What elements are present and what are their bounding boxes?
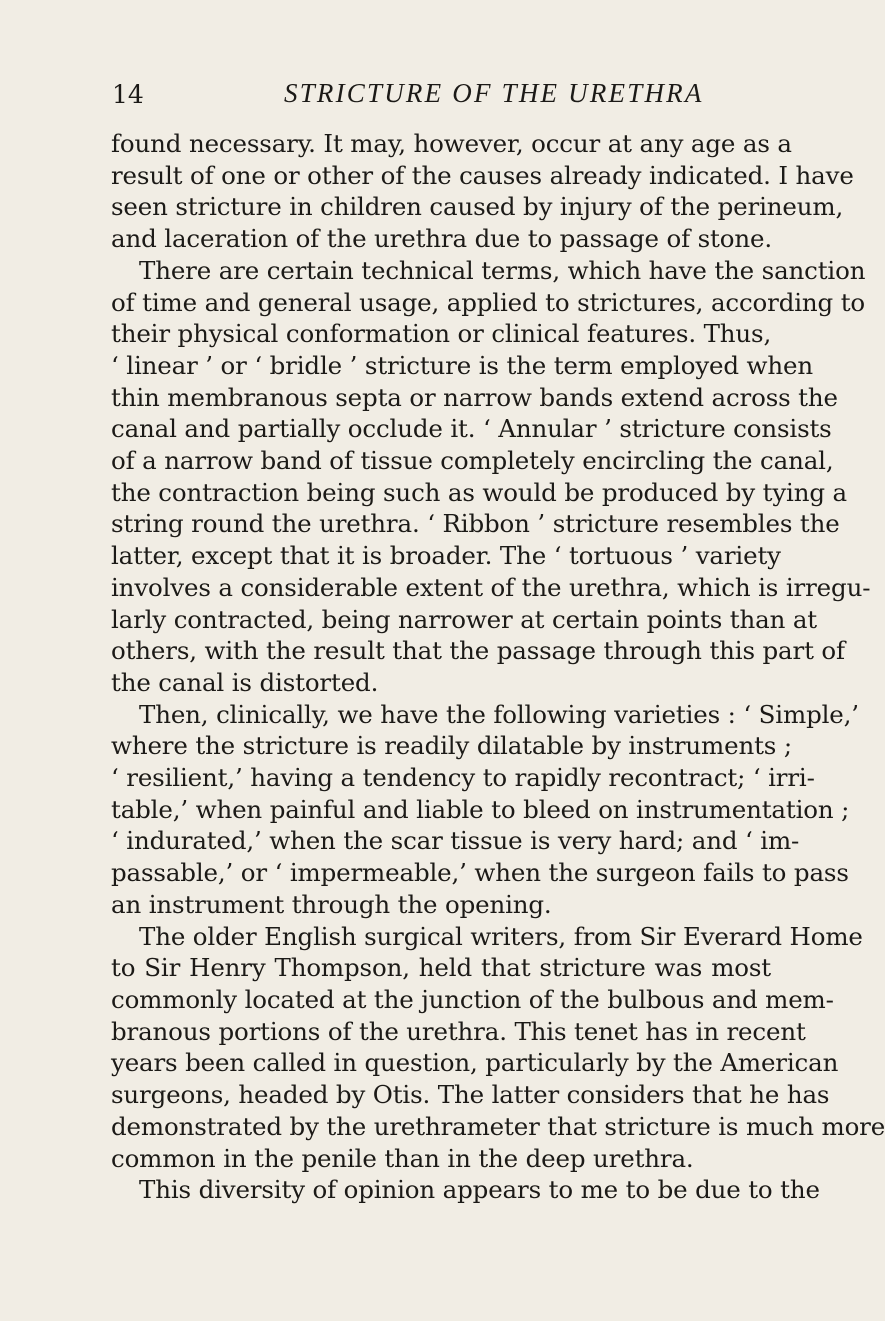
text-line: common in the penile than in the deep urethra. xyxy=(111,1143,694,1173)
paragraph xyxy=(111,1174,820,1206)
text-line: to Sir Henry Thompson, held that stricture was most xyxy=(111,953,771,983)
paragraph xyxy=(111,921,885,1175)
text-line: and laceration of the urethra due to passage of stone. xyxy=(111,224,772,254)
text-line: latter, except that it is broader. The ‘ tortuous ’ variety xyxy=(111,541,781,571)
running-title: STRICTURE OF THE URETHRA xyxy=(284,78,704,108)
text-line: surgeons, headed by Otis. The latter considers that he has xyxy=(111,1080,830,1110)
page-header xyxy=(0,76,800,116)
text-line: involves a considerable extent of the urethra, which is irregu- xyxy=(111,572,871,602)
text-line: others, with the result that the passage through this part of xyxy=(111,636,845,666)
text-line: where the stricture is readily dilatable by instruments ; xyxy=(111,731,792,761)
text-line: demonstrated by the urethrameter that stricture is much more xyxy=(111,1111,885,1141)
text-line: canal and partially occlude it. ‘ Annular ’ stricture consists xyxy=(111,414,832,444)
text-line: This diversity of opinion appears to me to be due to the xyxy=(139,1175,820,1205)
text-line: ‘ linear ’ or ‘ bridle ’ stricture is the term employed when xyxy=(111,350,813,380)
text-line: of time and general usage, applied to strictures, according to xyxy=(111,287,866,317)
text-line: The older English surgical writers, from Sir Everard Home xyxy=(139,921,863,951)
text-line: seen stricture in children caused by injury of the perineum, xyxy=(111,192,844,222)
text-line: passable,’ or ‘ impermeable,’ when the surgeon fails to pass xyxy=(111,858,849,888)
text-line: years been called in question, particularly by the American xyxy=(111,1048,839,1078)
text-line: branous portions of the urethra. This tenet has in recent xyxy=(111,1016,806,1046)
text-line: the canal is distorted. xyxy=(111,667,379,697)
text-line: found necessary. It may, however, occur at any age as a xyxy=(111,129,792,158)
body-text xyxy=(111,128,885,1206)
text-line: their physical conformation or clinical features. Thus, xyxy=(111,319,772,349)
paragraph xyxy=(111,128,854,255)
text-line: the contraction being such as would be produced by tying a xyxy=(111,477,847,507)
text-line: an instrument through the opening. xyxy=(111,889,552,919)
text-line: string round the urethra. ‘ Ribbon ’ stricture resembles the xyxy=(111,509,840,539)
text-line: thin membranous septa or narrow bands extend across the xyxy=(111,382,838,412)
text-line: There are certain technical terms, which have the sanction xyxy=(139,255,866,285)
text-line: ‘ indurated,’ when the scar tissue is very hard; and ‘ im- xyxy=(111,826,800,856)
text-line: Then, clinically, we have the following varieties : ‘ Simple,’ xyxy=(139,699,859,729)
page-number: 14 xyxy=(112,80,144,109)
paragraph xyxy=(111,699,859,921)
text-line: table,’ when painful and liable to bleed on instrumentation ; xyxy=(111,794,850,824)
text-line: result of one or other of the causes already indicated. I have xyxy=(111,160,854,190)
text-line: larly contracted, being narrower at certain points than at xyxy=(111,604,817,634)
paragraph xyxy=(111,255,871,699)
text-line: of a narrow band of tissue completely encircling the canal, xyxy=(111,446,834,476)
text-line: ‘ resilient,’ having a tendency to rapidly recontract; ‘ irri- xyxy=(111,763,815,793)
text-line: commonly located at the junction of the bulbous and mem- xyxy=(111,984,834,1014)
